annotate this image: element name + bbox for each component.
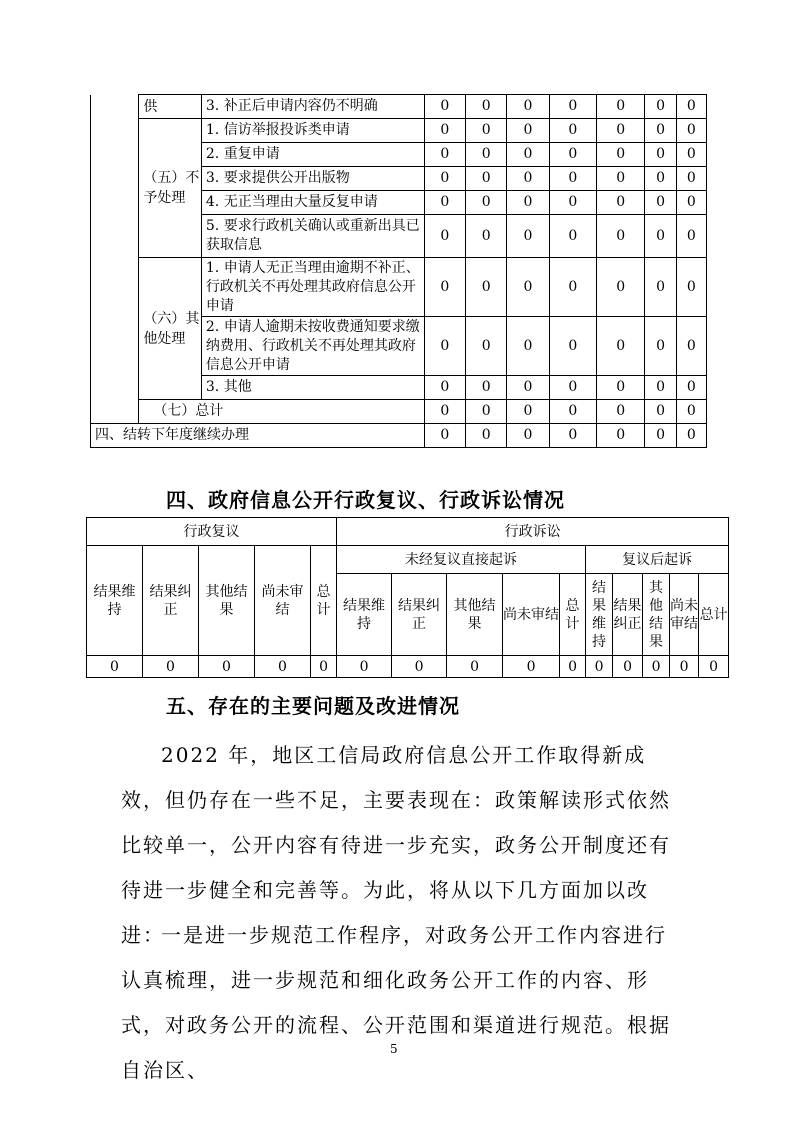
table-row	[87, 656, 729, 678]
direct-col-header: 结果纠正	[392, 574, 447, 656]
value-cell: 0	[549, 95, 596, 119]
value-cell: 0	[549, 215, 596, 258]
value-cell: 0	[503, 656, 560, 678]
value-cell: 0	[676, 95, 706, 119]
value-cell: 0	[549, 317, 596, 376]
value-cell: 0	[143, 656, 199, 678]
value-cell: 0	[676, 376, 706, 400]
value-cell: 0	[597, 95, 645, 119]
value-cell: 0	[424, 400, 465, 424]
value-cell: 0	[549, 376, 596, 400]
item-label: 2. 重复申请	[201, 143, 424, 167]
after-col-header: 总计	[699, 574, 729, 656]
value-cell: 0	[645, 119, 676, 143]
value-cell: 0	[670, 656, 699, 678]
value-cell: 0	[424, 191, 465, 215]
disposal-table	[90, 94, 707, 448]
value-cell: 0	[586, 656, 613, 678]
group-label: （六）其他处理	[139, 258, 202, 400]
group-label: 供	[139, 95, 202, 119]
value-cell: 0	[507, 119, 549, 143]
value-cell: 0	[424, 95, 465, 119]
value-cell: 0	[507, 215, 549, 258]
value-cell: 0	[507, 376, 549, 400]
value-cell: 0	[466, 215, 507, 258]
value-cell: 0	[507, 424, 549, 448]
value-cell: 0	[466, 143, 507, 167]
value-cell: 0	[676, 400, 706, 424]
table-row	[91, 424, 707, 448]
page-number: 5	[390, 1042, 398, 1056]
value-cell: 0	[645, 400, 676, 424]
value-cell: 0	[597, 119, 645, 143]
value-cell: 0	[199, 656, 255, 678]
value-cell: 0	[424, 143, 465, 167]
value-cell: 0	[613, 656, 643, 678]
value-cell: 0	[645, 424, 676, 448]
outer-group-cell	[91, 95, 139, 119]
item-label: 3. 要求提供公开出版物	[201, 167, 424, 191]
value-cell: 0	[645, 167, 676, 191]
lawsuit-header: 行政诉讼	[337, 518, 729, 546]
direct-col-header: 结果维持	[337, 574, 392, 656]
value-cell: 0	[676, 424, 706, 448]
value-cell: 0	[87, 656, 143, 678]
item-label: 2. 申请人逾期未按收费通知要求缴纳费用、行政机关不再处理其政府信息公开申请	[201, 317, 424, 376]
value-cell: 0	[424, 119, 465, 143]
value-cell: 0	[549, 191, 596, 215]
direct-col-header: 其他结果	[447, 574, 503, 656]
value-cell: 0	[507, 258, 549, 317]
value-cell: 0	[549, 424, 596, 448]
value-cell: 0	[424, 376, 465, 400]
value-cell: 0	[597, 400, 645, 424]
carry-over-label: 四、结转下年度继续办理	[91, 424, 425, 448]
value-cell: 0	[645, 191, 676, 215]
value-cell: 0	[549, 258, 596, 317]
value-cell: 0	[424, 258, 465, 317]
section-heading: 五、存在的主要问题及改进情况	[166, 694, 460, 718]
value-cell: 0	[507, 143, 549, 167]
body-paragraph: 2022 年，地区工信局政府信息公开工作取得新成效，但仍存在一些不足，主要表现在：政策解读形式依然比较单一，公开内容有待进一步充实，政务公开制度还有待进一步健全和完善等。为此，将从以下几方面加以改进：	[121, 743, 671, 947]
value-cell: 0	[424, 215, 465, 258]
value-cell: 0	[699, 656, 729, 678]
header-row	[87, 546, 729, 574]
after-review-header: 复议后起诉	[586, 546, 729, 574]
value-cell: 0	[549, 400, 596, 424]
value-cell: 0	[549, 119, 596, 143]
after-col-header: 结果维持	[586, 574, 613, 656]
value-cell: 0	[676, 258, 706, 317]
group-label: （五）不予处理	[139, 119, 202, 258]
value-cell: 0	[424, 167, 465, 191]
value-cell: 0	[549, 143, 596, 167]
value-cell: 0	[597, 317, 645, 376]
value-cell: 0	[447, 656, 503, 678]
item-label: 3. 补正后申请内容仍不明确	[201, 95, 424, 119]
value-cell: 0	[466, 95, 507, 119]
value-cell: 0	[597, 191, 645, 215]
value-cell: 0	[507, 167, 549, 191]
value-cell: 0	[597, 215, 645, 258]
value-cell: 0	[645, 143, 676, 167]
after-col-header: 尚未审结	[670, 574, 699, 656]
value-cell: 0	[597, 258, 645, 317]
value-cell: 0	[676, 317, 706, 376]
section-heading: 四、政府信息公开行政复议、行政诉讼情况	[166, 488, 565, 512]
review-col-header: 其他结果	[199, 546, 255, 656]
review-header: 行政复议	[87, 518, 337, 546]
value-cell: 0	[560, 656, 586, 678]
outer-group-cell	[91, 119, 139, 424]
value-cell: 0	[466, 119, 507, 143]
after-col-header: 结果纠正	[613, 574, 643, 656]
review-lawsuit-table	[86, 517, 729, 678]
value-cell: 0	[597, 143, 645, 167]
value-cell: 0	[645, 258, 676, 317]
value-cell: 0	[466, 424, 507, 448]
review-col-header: 总计	[311, 546, 337, 656]
value-cell: 0	[676, 167, 706, 191]
header-row	[87, 518, 729, 546]
value-cell: 0	[311, 656, 337, 678]
value-cell: 0	[645, 317, 676, 376]
direct-col-header: 尚未审结	[503, 574, 560, 656]
total-label: （七）总计	[139, 400, 424, 424]
value-cell: 0	[645, 95, 676, 119]
review-col-header: 结果维持	[87, 546, 143, 656]
value-cell: 0	[507, 400, 549, 424]
value-cell: 0	[255, 656, 311, 678]
item-label: 5. 要求行政机关确认或重新出具已获取信息	[201, 215, 424, 258]
value-cell: 0	[676, 191, 706, 215]
after-col-header: 其他结果	[643, 574, 670, 656]
value-cell: 0	[466, 376, 507, 400]
value-cell: 0	[597, 424, 645, 448]
value-cell: 0	[643, 656, 670, 678]
value-cell: 0	[597, 167, 645, 191]
item-label: 3. 其他	[201, 376, 424, 400]
table-row	[91, 400, 707, 424]
value-cell: 0	[424, 424, 465, 448]
table-row	[91, 119, 707, 143]
value-cell: 0	[466, 258, 507, 317]
body-paragraph: 一是进一步规范工作程序，对政务公开工作内容进行认真梳理，进一步规范和细化政务公开工作的内容、形式，对政务公开的流程、公开范围和渠道进行规范。根据自治区、	[121, 923, 671, 1082]
value-cell: 0	[676, 215, 706, 258]
direct-lawsuit-header: 未经复议直接起诉	[337, 546, 586, 574]
value-cell: 0	[597, 376, 645, 400]
value-cell: 0	[466, 400, 507, 424]
value-cell: 0	[676, 143, 706, 167]
review-col-header: 尚未审结	[255, 546, 311, 656]
value-cell: 0	[424, 317, 465, 376]
value-cell: 0	[676, 119, 706, 143]
value-cell: 0	[466, 191, 507, 215]
table-row	[91, 95, 707, 119]
item-label: 1. 信访举报投诉类申请	[201, 119, 424, 143]
value-cell: 0	[466, 317, 507, 376]
direct-col-header: 总计	[560, 574, 586, 656]
table-row	[91, 258, 707, 317]
review-col-header: 结果纠正	[143, 546, 199, 656]
value-cell: 0	[645, 376, 676, 400]
value-cell: 0	[392, 656, 447, 678]
value-cell: 0	[507, 191, 549, 215]
value-cell: 0	[549, 167, 596, 191]
item-label: 1. 申请人无正当理由逾期不补正、行政机关不再处理其政府信息公开申请	[201, 258, 424, 317]
value-cell: 0	[337, 656, 392, 678]
value-cell: 0	[507, 317, 549, 376]
value-cell: 0	[507, 95, 549, 119]
value-cell: 0	[466, 167, 507, 191]
value-cell: 0	[645, 215, 676, 258]
item-label: 4. 无正当理由大量反复申请	[201, 191, 424, 215]
